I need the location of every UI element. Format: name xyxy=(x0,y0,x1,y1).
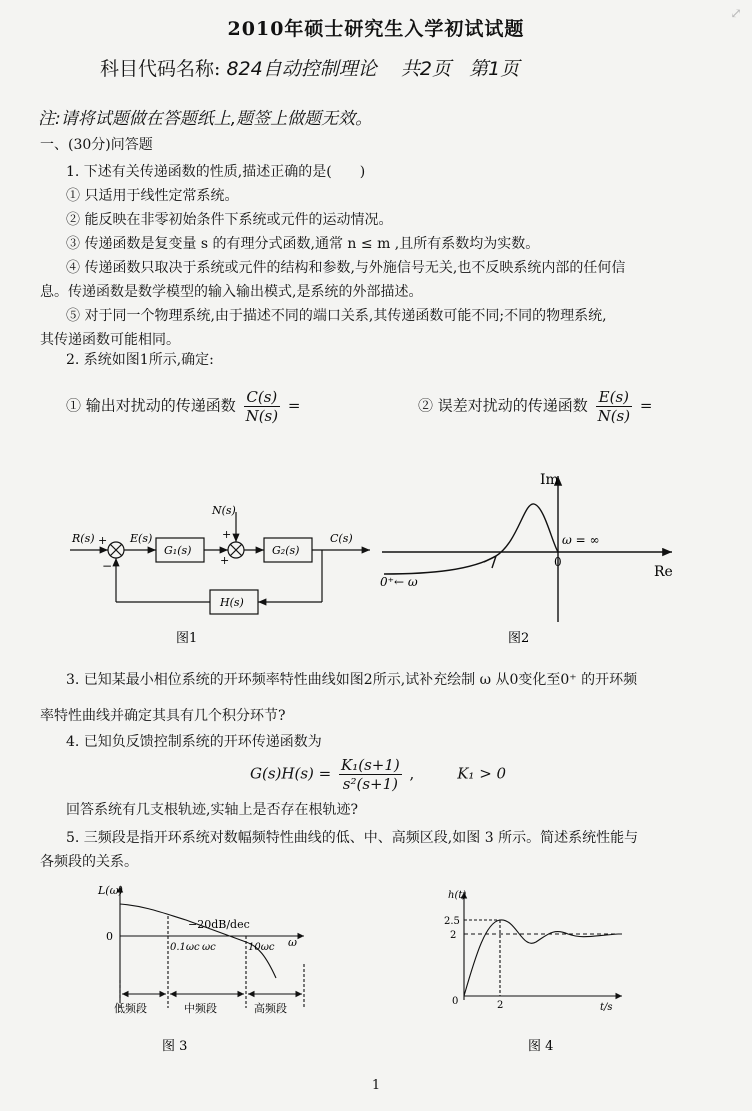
equals-sign: = xyxy=(287,396,301,415)
equation-denominator: s²(s+1) xyxy=(342,775,398,793)
figure-2-nyquist xyxy=(372,462,702,652)
equals-sign: = xyxy=(639,396,653,415)
page-current: 第1页 xyxy=(469,58,520,80)
q1-option-2: ② 能反映在非零初始条件下系统或元件的运动情况。 xyxy=(66,212,393,228)
q1-continued xyxy=(40,280,730,304)
fraction-numerator: C(s) xyxy=(244,388,281,407)
label-mid-band: 中频段 xyxy=(184,1002,217,1015)
page-number: 1 xyxy=(371,1078,381,1093)
q1-option-5 xyxy=(66,304,736,328)
label-zero: 0 xyxy=(452,996,459,1007)
label-e: E(s) xyxy=(130,532,153,545)
q1-option-1: ① 只适用于线性定常系统。 xyxy=(66,188,239,204)
label-high-band: 高频段 xyxy=(254,1002,287,1015)
q5-line-2: 各频段的关系。 xyxy=(40,854,138,870)
label-g2: G₂(s) xyxy=(272,544,300,557)
label-re: Re xyxy=(654,564,673,580)
label-t-s: t/s xyxy=(600,1002,613,1013)
label-g1: G₁(s) xyxy=(164,544,192,557)
q3-line-2: 率特性曲线并确定其具有几个积分环节? xyxy=(40,708,286,724)
q4-equation: G(s)H(s) = $\frac{\text{K₁(s+1)}}{\text{s²(s+1)}}$ , K₁ > 0 xyxy=(250,756,507,793)
label-omega: ω xyxy=(288,936,297,949)
section-heading: 一、(30分)问答题 xyxy=(40,137,153,153)
label-zero: 0 xyxy=(106,930,113,943)
label-x-2: 2 xyxy=(497,1000,504,1011)
figure-1-caption: 图1 xyxy=(176,631,198,646)
figure-1-block-diagram xyxy=(60,490,380,660)
exam-title: 2010年硕士研究生入学初试试题 xyxy=(227,18,525,40)
q1-option-3: ③ 传递函数是复变量 s 的有理分式函数,通常 n ≤ m ,且所有系数均为实数。 xyxy=(66,236,540,252)
q2-part-1 xyxy=(66,388,300,425)
q1-option-4a: ④ 传递函数只取决于系统或元件的结构和参数,与外施信号无关,也不反映系统内部的任何信 xyxy=(66,260,626,276)
label-c: C(s) xyxy=(330,532,353,545)
label-r: R(s) xyxy=(72,532,95,545)
plus-sign: + xyxy=(222,528,232,541)
q1-option-4b: 息。传递函数是数学模型的输入输出模式,是系统的外部描述。 xyxy=(40,284,423,300)
equation-lhs: G(s)H(s) = xyxy=(250,764,332,783)
response-curve xyxy=(464,920,618,996)
pages-total: 共2页 xyxy=(400,58,451,80)
q4-question: 回答系统有几支根轨迹,实轴上是否存在根轨迹? xyxy=(66,802,358,818)
q5-line-1: 5. 三频段是指开环系统对数幅频特性曲线的低、中、高频区段,如图 3 所示。简述系统性能与 xyxy=(66,830,639,846)
label-omega-infinity: ω = ∞ xyxy=(562,533,600,547)
fraction-c-over-n xyxy=(244,388,281,425)
q4-stem: 4. 已知负反馈控制系统的开环传递函数为 xyxy=(66,734,322,750)
magnitude-curve xyxy=(120,904,276,978)
label-01wc: 0.1ωc xyxy=(170,942,200,953)
figure-4-caption: 图 4 xyxy=(528,1039,554,1054)
label-origin: 0 xyxy=(554,555,562,569)
fraction-denominator: N(s) xyxy=(245,407,279,425)
expand-icon[interactable]: ⤢ xyxy=(730,6,742,22)
q2-stem: 2. 系统如图1所示,确定: xyxy=(66,352,214,368)
nyquist-curve xyxy=(384,504,558,574)
handwritten-note: 注:请将试题做在答题纸上,题签上做题无效。 xyxy=(38,109,373,129)
label-im: Im xyxy=(540,472,559,488)
q1-option-5a: ⑤ 对于同一个物理系统,由于描述不同的端口关系,其传递函数可能不同;不同的物理系统, xyxy=(66,308,607,324)
q3-line-1: 3. 已知某最小相位系统的开环频率特性曲线如图2所示,试补充绘制 ω 从0变化至0⁺ 的开环频 xyxy=(66,672,638,688)
fraction-e-over-n xyxy=(596,388,633,425)
q2-part-1-text: ① 输出对扰动的传递函数 xyxy=(66,396,236,415)
plus-sign: + xyxy=(220,554,230,567)
label-n: N(s) xyxy=(212,504,236,517)
subject-label: 科目代码名称: xyxy=(100,58,221,80)
figure-3-caption: 图 3 xyxy=(162,1039,188,1054)
label-h-t: h(t) xyxy=(448,890,467,901)
label-omega-start: 0⁺← ω xyxy=(380,575,418,589)
label-10wc: 10ωc xyxy=(248,942,275,953)
label-h: H(s) xyxy=(220,596,244,609)
label-wc: ωc xyxy=(202,942,216,953)
equation-condition: K₁ > 0 xyxy=(457,764,507,783)
fraction-denominator: N(s) xyxy=(597,407,631,425)
label-2: 2 xyxy=(450,930,457,941)
equation-numerator: K₁(s+1) xyxy=(341,756,400,774)
plus-sign: + xyxy=(98,534,108,547)
subject-line xyxy=(100,54,519,81)
q1-stem: 1. 下述有关传递函数的性质,描述正确的是( ) xyxy=(66,164,366,180)
label-l-omega: L(ω) xyxy=(98,884,123,897)
q1-option-5b: 其传递函数可能相同。 xyxy=(40,332,180,348)
label-2-5: 2.5 xyxy=(444,916,460,927)
figure-4-step-response xyxy=(432,884,632,1060)
minus-sign: − xyxy=(102,559,113,573)
fraction-numerator: E(s) xyxy=(596,388,633,407)
question-1 xyxy=(66,160,726,280)
figure-2-caption: 图2 xyxy=(508,631,530,646)
label-low-band: 低频段 xyxy=(114,1002,147,1015)
figure-3-bode xyxy=(96,880,316,1060)
q2-part-2 xyxy=(418,388,652,425)
q2-part-2-text: ② 误差对扰动的传递函数 xyxy=(418,396,588,415)
equation-fraction xyxy=(339,756,402,793)
subject-value: 824自动控制理论 xyxy=(226,58,377,80)
label-slope: −20dB/dec xyxy=(188,918,250,931)
